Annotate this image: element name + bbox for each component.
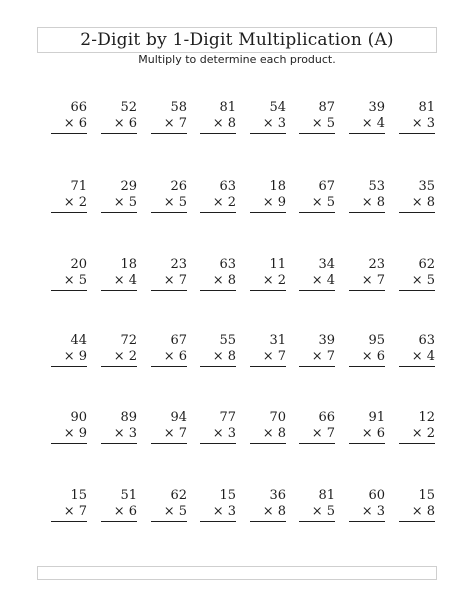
multiplicand: 81 [418, 100, 435, 115]
problem-7 [349, 100, 385, 134]
multiplier: × 7 [151, 273, 187, 291]
problem-32 [399, 333, 435, 367]
multiplicand: 52 [120, 100, 137, 115]
multiplier: × 7 [151, 426, 187, 444]
problem-43 [151, 488, 187, 522]
problem-22 [299, 257, 335, 291]
multiplier: × 9 [51, 349, 87, 367]
problem-31 [349, 333, 385, 367]
multiplier: × 6 [349, 426, 385, 444]
multiplicand: 20 [70, 257, 87, 272]
multiplier: × 5 [399, 273, 435, 291]
problem-30 [299, 333, 335, 367]
multiplicand: 62 [418, 257, 435, 272]
multiplicand: 72 [120, 333, 137, 348]
problem-28 [200, 333, 236, 367]
multiplier: × 8 [399, 504, 435, 522]
problem-12 [200, 179, 236, 213]
problem-35 [151, 410, 187, 444]
problem-1 [51, 100, 87, 134]
multiplicand: 58 [170, 100, 187, 115]
multiplicand: 12 [418, 410, 435, 425]
multiplicand: 15 [219, 488, 236, 503]
problem-41 [51, 488, 87, 522]
multiplicand: 44 [70, 333, 87, 348]
multiplicand: 23 [170, 257, 187, 272]
multiplicand: 23 [368, 257, 385, 272]
multiplier: × 4 [101, 273, 137, 291]
problem-25 [51, 333, 87, 367]
multiplier: × 4 [399, 349, 435, 367]
multiplier: × 8 [200, 349, 236, 367]
footer-box [37, 566, 437, 580]
multiplicand: 36 [269, 488, 286, 503]
problem-17 [51, 257, 87, 291]
multiplier: × 7 [299, 349, 335, 367]
problem-21 [250, 257, 286, 291]
problem-14 [299, 179, 335, 213]
multiplicand: 26 [170, 179, 187, 194]
problem-2 [101, 100, 137, 134]
multiplier: × 3 [200, 504, 236, 522]
multiplier: × 3 [250, 116, 286, 134]
multiplicand: 63 [418, 333, 435, 348]
multiplier: × 2 [250, 273, 286, 291]
multiplier: × 9 [250, 195, 286, 213]
multiplicand: 55 [219, 333, 236, 348]
multiplicand: 53 [368, 179, 385, 194]
multiplicand: 34 [318, 257, 335, 272]
multiplicand: 87 [318, 100, 335, 115]
multiplier: × 6 [101, 504, 137, 522]
problem-48 [399, 488, 435, 522]
problem-39 [349, 410, 385, 444]
multiplicand: 67 [318, 179, 335, 194]
problem-38 [299, 410, 335, 444]
multiplier: × 5 [299, 504, 335, 522]
worksheet-instructions: Multiply to determine each product. [138, 53, 336, 66]
multiplicand: 81 [318, 488, 335, 503]
problem-29 [250, 333, 286, 367]
problem-23 [349, 257, 385, 291]
problem-19 [151, 257, 187, 291]
multiplier: × 7 [250, 349, 286, 367]
problem-13 [250, 179, 286, 213]
problem-24 [399, 257, 435, 291]
problem-5 [250, 100, 286, 134]
multiplicand: 15 [418, 488, 435, 503]
multiplier: × 9 [51, 426, 87, 444]
multiplier: × 6 [349, 349, 385, 367]
multiplicand: 54 [269, 100, 286, 115]
multiplier: × 7 [151, 116, 187, 134]
multiplier: × 8 [250, 426, 286, 444]
multiplier: × 7 [349, 273, 385, 291]
multiplicand: 60 [368, 488, 385, 503]
problem-20 [200, 257, 236, 291]
multiplicand: 15 [70, 488, 87, 503]
multiplicand: 62 [170, 488, 187, 503]
multiplicand: 70 [269, 410, 286, 425]
problem-4 [200, 100, 236, 134]
multiplier: × 2 [51, 195, 87, 213]
multiplier: × 3 [399, 116, 435, 134]
multiplicand: 71 [70, 179, 87, 194]
multiplier: × 3 [349, 504, 385, 522]
multiplicand: 89 [120, 410, 137, 425]
multiplier: × 5 [151, 195, 187, 213]
problem-47 [349, 488, 385, 522]
multiplicand: 29 [120, 179, 137, 194]
multiplier: × 7 [51, 504, 87, 522]
problem-36 [200, 410, 236, 444]
multiplier: × 4 [299, 273, 335, 291]
multiplier: × 2 [200, 195, 236, 213]
multiplicand: 67 [170, 333, 187, 348]
multiplier: × 5 [299, 195, 335, 213]
problem-15 [349, 179, 385, 213]
multiplicand: 31 [269, 333, 286, 348]
worksheet-title: 2-Digit by 1-Digit Multiplication (A) [80, 30, 394, 50]
problem-6 [299, 100, 335, 134]
multiplicand: 77 [219, 410, 236, 425]
multiplicand: 18 [120, 257, 137, 272]
multiplier: × 8 [399, 195, 435, 213]
problem-10 [101, 179, 137, 213]
multiplicand: 81 [219, 100, 236, 115]
multiplier: × 7 [299, 426, 335, 444]
problem-40 [399, 410, 435, 444]
multiplier: × 5 [101, 195, 137, 213]
problem-37 [250, 410, 286, 444]
multiplier: × 8 [200, 116, 236, 134]
problem-26 [101, 333, 137, 367]
multiplicand: 18 [269, 179, 286, 194]
multiplicand: 66 [70, 100, 87, 115]
problem-42 [101, 488, 137, 522]
multiplier: × 6 [101, 116, 137, 134]
multiplicand: 39 [318, 333, 335, 348]
multiplier: × 8 [250, 504, 286, 522]
multiplier: × 8 [349, 195, 385, 213]
multiplier: × 3 [200, 426, 236, 444]
problem-45 [250, 488, 286, 522]
problem-33 [51, 410, 87, 444]
multiplicand: 63 [219, 257, 236, 272]
multiplicand: 90 [70, 410, 87, 425]
problem-9 [51, 179, 87, 213]
multiplier: × 4 [349, 116, 385, 134]
multiplicand: 63 [219, 179, 236, 194]
problem-11 [151, 179, 187, 213]
multiplier: × 3 [101, 426, 137, 444]
multiplicand: 91 [368, 410, 385, 425]
multiplier: × 5 [151, 504, 187, 522]
multiplier: × 8 [200, 273, 236, 291]
multiplicand: 66 [318, 410, 335, 425]
multiplicand: 11 [269, 257, 286, 272]
multiplier: × 5 [51, 273, 87, 291]
multiplicand: 39 [368, 100, 385, 115]
multiplier: × 6 [51, 116, 87, 134]
multiplier: × 5 [299, 116, 335, 134]
multiplier: × 2 [399, 426, 435, 444]
multiplier: × 6 [151, 349, 187, 367]
problem-27 [151, 333, 187, 367]
multiplier: × 2 [101, 349, 137, 367]
problem-34 [101, 410, 137, 444]
problem-8 [399, 100, 435, 134]
problem-16 [399, 179, 435, 213]
problem-46 [299, 488, 335, 522]
multiplicand: 95 [368, 333, 385, 348]
problem-44 [200, 488, 236, 522]
multiplicand: 94 [170, 410, 187, 425]
problem-18 [101, 257, 137, 291]
problem-3 [151, 100, 187, 134]
multiplicand: 51 [120, 488, 137, 503]
multiplicand: 35 [418, 179, 435, 194]
